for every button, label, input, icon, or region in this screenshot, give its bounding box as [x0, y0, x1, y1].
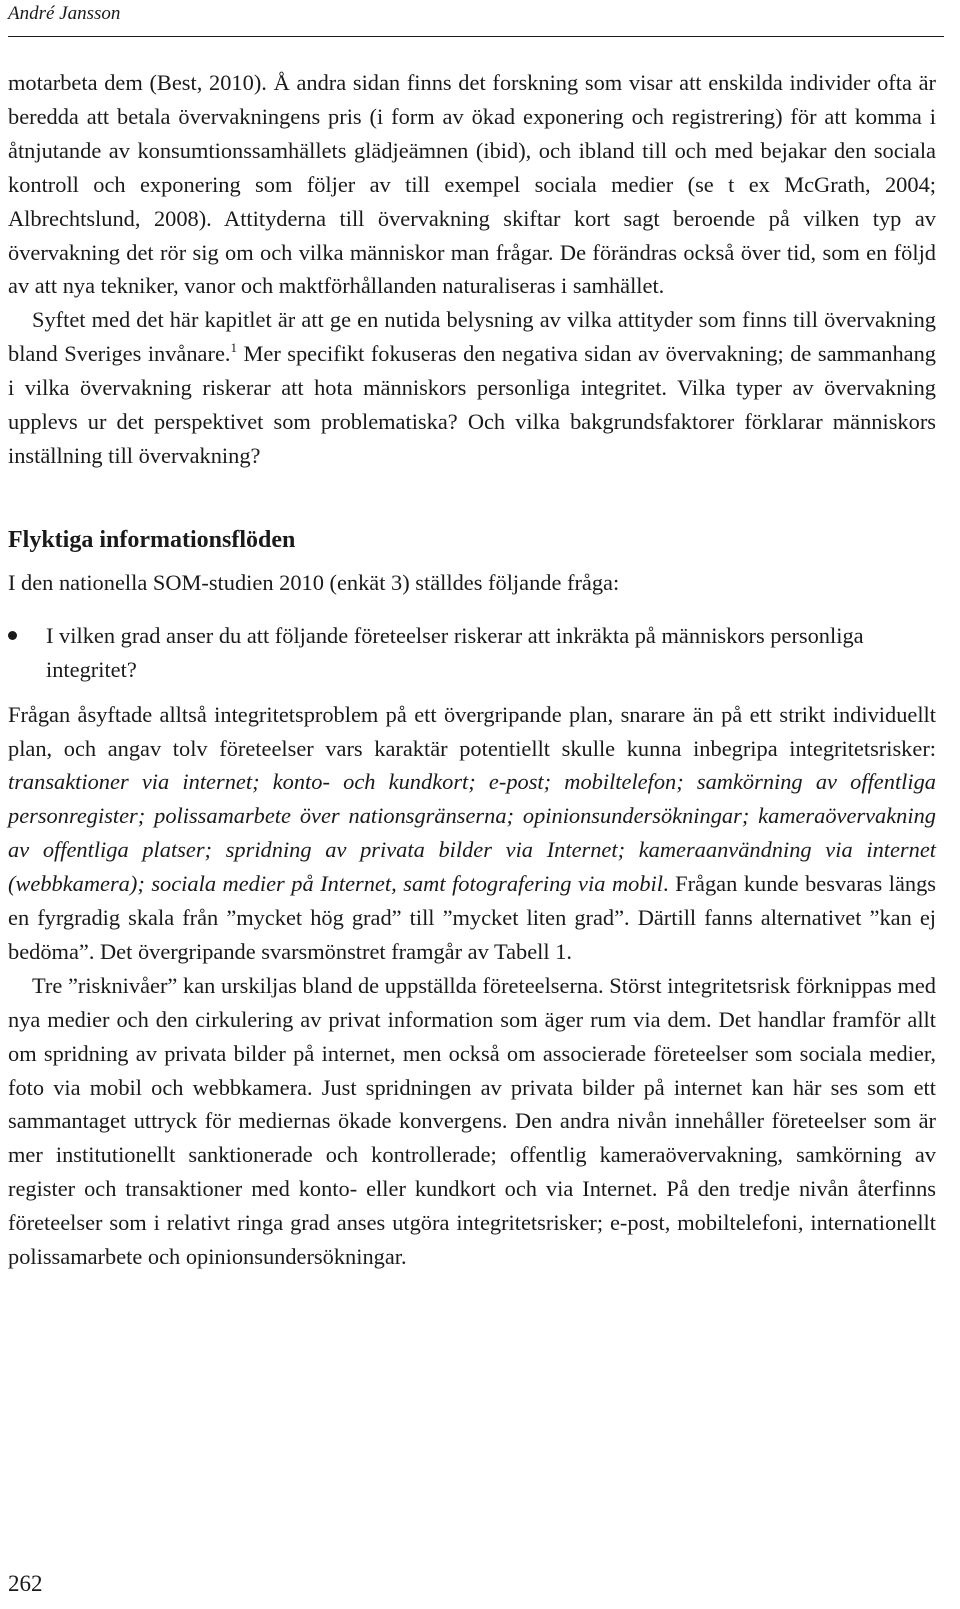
paragraph-2-text-start: Syftet med det här kapitlet är att ge en nutida belysning av vilka attityder som finns till övervakning bland Sveriges invånare. — [8, 307, 936, 367]
body-paragraph-2 — [8, 303, 936, 473]
section-heading: Flyktiga informationsflöden — [8, 526, 296, 553]
paragraph-3-italic-list: transaktioner via internet; konto- och kundkort; e-post; mobiltelefon; samkörning av offentliga personregister; polissamarbete över nationsgränserna; opinionsundersökningar; kameraövervakning av offentliga platser; spridning av privata bilder via Internet; kameraanvändning via internet (webbkamera); sociala medier på Internet, samt fotografering via mobil — [8, 769, 936, 897]
paragraph-3-start: Frågan åsyftade alltså integritetsproblem på ett övergripande plan, snarare än på ett strikt individuellt plan, och angav tolv företeelser vars karaktär potentiellt skulle kunna inbegripa integritetsrisker: — [8, 701, 936, 761]
running-header — [8, 0, 944, 37]
page-body — [8, 66, 936, 1274]
footnote-marker: 1 — [230, 340, 237, 356]
body-paragraph-1 — [8, 66, 936, 303]
page-number: 262 — [8, 1571, 43, 1596]
paragraph-1-text: motarbeta dem (Best, 2010). Å andra sidan finns det forskning som visar att enskilda individer ofta är beredda att betala övervakningens pris (i form av ökad exponering och registrering) för att komma i åtnjutande av konsumtionssamhällets glädjeämnen (ibid), och ibland till och med bejakar den sociala kontroll och exponering som följer av till exempel sociala medier (se t ex McGrath, 2004; Albrechtslund, 2008). Attityderna till övervakning skiftar kort sagt beroende på vilken typ av övervakning det rör sig om och vilka människor man frågar. De förändras också över tid, som en följd av att nya tekniker, vanor och maktförhållanden naturaliseras i samhället. — [8, 70, 936, 299]
bullet-dot-icon — [8, 631, 17, 640]
body-paragraph-3 — [8, 698, 936, 969]
section-intro: I den nationella SOM-studien 2010 (enkät 3) ställdes följande fråga: — [8, 569, 620, 595]
paragraph-2-text-end: Mer specifikt fokuseras den negativa sidan av övervakning; de sammanhang i vilka övervakning riskerar att hota människors personliga integritet. Vilka typer av övervakning upplevs ur det perspektivet som problematiska? Och vilka bakgrundsfaktorer förklarar människors inställning till övervakning? — [8, 341, 936, 468]
paragraph-3-end: . Frågan kunde besvaras längs en fyrgradig skala från ”mycket hög grad” till ”mycket liten grad”. Därtill fanns alternativet ”kan ej bedöma”. Det övergripande svarsmönstret framgår av Tabell 1. — [8, 871, 936, 964]
question-bullet — [8, 619, 936, 687]
body-paragraph-4: Tre ”risknivåer” kan urskiljas bland de uppställda företeelserna. Störst integritetsrisk förknippas med nya medier och den cirkulering av privat information som äger rum via dem. Det handlar framför allt om spridning av privata bilder på internet, men också om associerade företeelser som sociala medier, foto via mobil och webbkamera. Just spridningen av privata bilder på internet kan här ses som ett sammantaget uttryck för mediernas ökade konvergens. Den andra nivån innehåller företeelser som är mer institutionellt sanktionerade och kontrollerade; offentlig kameraövervakning, samkörning av register och transaktioner med konto- eller kundkort och via Internet. På den tredje nivån återfinns företeelser som i relativt ringa grad anses utgöra integritetsrisker; e-post, mobiltelefoni, internationellt polissamarbete och opinionsundersökningar. — [8, 972, 936, 1270]
header-author: André Jansson — [8, 3, 121, 24]
question-text: I vilken grad anser du att följande företeelser riskerar att inkräkta på människors personliga integritet? — [46, 622, 864, 682]
